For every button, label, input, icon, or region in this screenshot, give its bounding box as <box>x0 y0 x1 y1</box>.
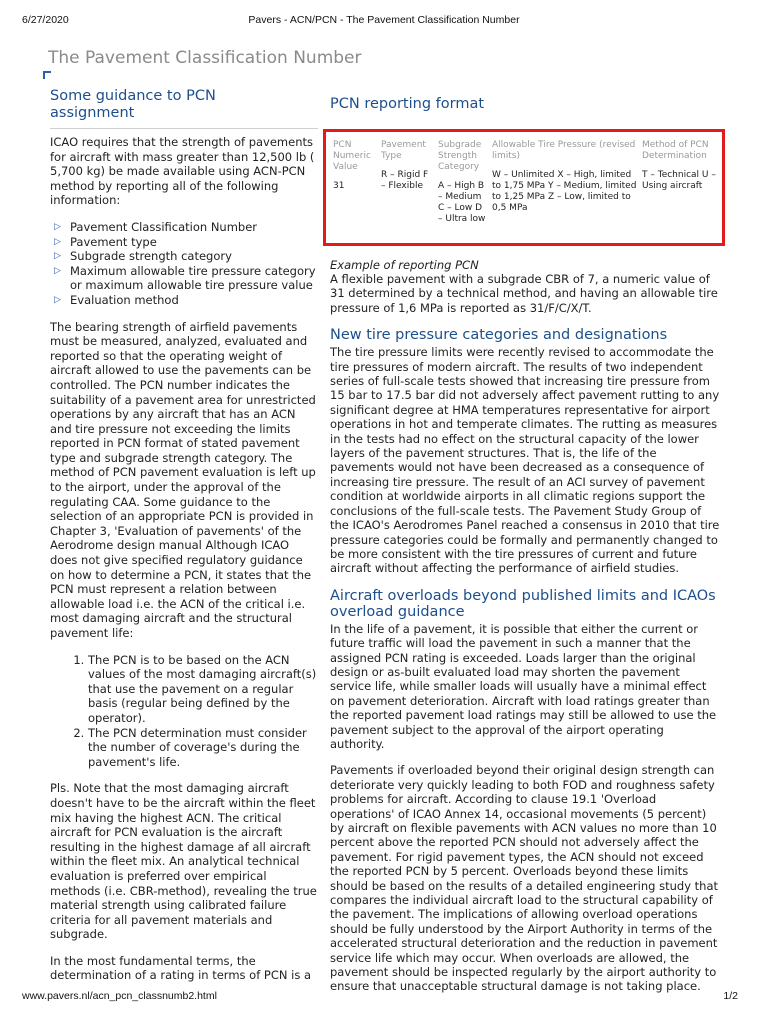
table-header: Subgrade Strength Category <box>438 140 482 172</box>
table-header: PCN Numeric Value <box>333 140 371 172</box>
example-caption: Example of reporting PCN <box>330 258 479 272</box>
fundamental-terms-paragraph: In the most fundamental terms, the determination of a rating in terms of PCN is a <box>50 953 312 983</box>
table-cell: A – High B – Medium C – Low D – Ultra low <box>438 181 486 224</box>
list-item: ▷ Pavement Classification Number <box>70 220 320 235</box>
page-title: The Pavement Classification Number <box>48 48 362 68</box>
table-column <box>381 140 433 192</box>
print-header-title: Pavers - ACN/PCN - The Pavement Classification Number <box>248 14 520 26</box>
table-column <box>492 140 640 214</box>
right-column <box>330 272 720 1006</box>
table-column <box>438 140 488 225</box>
list-item: ▷ Subgrade strength category <box>70 249 320 264</box>
list-item: ▷ Evaluation method <box>70 293 320 308</box>
table-cell: W – Unlimited X – High, limited to 1,75 MPa Y – Medium, limited to 1,25 MPa Z – Low, limited to 0,5 MPa <box>492 170 637 213</box>
table-cell: 31 <box>333 181 345 191</box>
tire-pressure-paragraph: The tire pressure limits were recently revised to accommodate the tire pressures of modern aircraft. The results of two independent series of full-scale tests showed that increasing tire pressure from 15 bar to 17.5 bar did not adversely affect pavement rutting to any significant degree at HMA temperatures representative for airport operations in hot and temperate climates. The rutting as measures in the tests had no effect on the structural capacity of the lower layers of the pavement structures. That is, the life of the pavements would not have been decreased as a consequence of increasing tire pressure. The result of an ACI survey of pavement condition at worldwide airports in all climatic regions support the conclusions of the full-scale tests. The Pavement Study Group of the ICAO's Aerodromes Panel reached a consensus in 2010 that tire pressure categories could be formally and permanently changed to be more consistent with the tire pressures of current and future aircraft without affecting the performance of airfield studies. <box>330 345 720 576</box>
left-column <box>50 135 320 995</box>
table-header: Method of PCN Determination <box>642 140 709 161</box>
list-item: ▷ Maximum allowable tire pressure category or maximum allowable tire pressure value <box>70 264 320 293</box>
left-heading: Some guidance to PCN assignment <box>50 88 216 121</box>
damaging-aircraft-paragraph: Pls. Note that the most damaging aircraft doesn't have to be the aircraft within the fleet mix having the highest ACN. The critical aircraft for PCN evaluation is the aircraft resulting in the highest damage af all aircraft within the fleet mix. An analytical technical evaluation is preferred over empirical methods (i.e. CBR-method), revealing the true material strength using calibrated failure criteria for all pavement materials and subgrade. <box>50 781 317 942</box>
table-column <box>642 140 720 192</box>
table-cell: R – Rigid F – Flexible <box>381 170 429 191</box>
requirement-list <box>50 220 320 308</box>
corner-mark-icon <box>43 71 51 79</box>
bearing-strength-paragraph: The bearing strength of airfield pavements must be measured, analyzed, evaluated and reported so that the operating weight of aircraft allowed to use the pavements can be controlled. The PCN number indicates the suitability of a pavement area for unrestricted operations by any aircraft that has an ACN and tire pressure not exceeding the limits reported in PCN format of stated pavement type and subgrade strength category. The method of PCN pavement evaluation is left up to the airport, under the approval of the regulating CAA. Some guidance to the selection of an appropriate PCN is provided in Chapter 3, 'Evaluation of pavements' of the Aerodrome design manual Although ICAO does not give specified regulatory guidance on how to determine a PCN, it states that the PCN must represent a relation between allowable load i.e. the ACN of the critical i.e. most damaging aircraft and the structural pavement life: <box>50 319 316 640</box>
overload-heading: Aircraft overloads beyond published limits and ICAOs overload guidance <box>330 587 716 620</box>
table-header: Allowable Tire Pressure (revised limits) <box>492 140 636 161</box>
pcn-format-table <box>323 129 725 246</box>
tire-pressure-heading: New tire pressure categories and designations <box>330 327 668 344</box>
table-cell: T – Technical U – Using aircraft <box>642 170 716 191</box>
table-column <box>333 140 375 192</box>
overload-paragraph: In the life of a pavement, it is possible that either the current or future traffic will load the pavement in such a manner that the assigned PCN rating is exceeded. Loads larger than the original design or as-built evaluated load may shorten the pavement service life, while smaller loads will usually have a minimal effect on pavement deterioration. Aircraft with load ratings greater than the reported pavement load ratings may still be allowed to use the pavement subject to the approval of the airport operating authority. <box>330 621 717 751</box>
overload-guidance-paragraph: Pavements if overloaded beyond their original design strength can deteriorate very quickly leading to both FOD and roughness safety problems for aircraft. According to clause 19.1 'Overload operations' of ICAO Annex 14, occasional movements (5 percent) by aircraft on flexible pavements with ACN values no more than 10 percent above the reported PCN should not adversely affect the pavement. For rigid pavement types, the ACN should not exceed the reported PCN by 5 percent. Overloads beyond these limits should be based on the results of a detailed engineering study that compares the individual aircraft load to the structural capability of the pavement. The implications of allowing overload operations should be fully understood by the Airport Authority in terms of the accelerated structural deterioration and the reduction in pavement service life which may occur. When overloads are allowed, the pavement should be inspected regularly by the airport authority to ensure that unacceptable structural damage is not taking place. <box>330 763 719 994</box>
print-date: 6/27/2020 <box>22 14 69 26</box>
left-heading-divider <box>50 128 318 129</box>
table-header: Pavement Type <box>381 140 426 161</box>
numbered-item: 2. The PCN determination must consider the number of coverage's during the pavement's life. <box>88 726 320 770</box>
print-page-number: 1/2 <box>723 990 738 1002</box>
numbered-item: 1. The PCN is to be based on the ACN values of the most damaging aircraft(s) that use the pavement on a regular basis (regular being defined by the operator). <box>88 653 320 726</box>
pcn-format-heading: PCN reporting format <box>330 96 485 112</box>
example-paragraph: A flexible pavement with a subgrade CBR of 7, a numeric value of 31 determined by a technical method, and having an allowable tire pressure of 1,6 MPa is reported as 31/F/C/X/T. <box>330 272 718 315</box>
intro-paragraph: ICAO requires that the strength of pavements for aircraft with mass greater than 12,500 lb ( 5,700 kg) be made available using ACN-PCN method by reporting all of the following information: <box>50 135 315 208</box>
pcn-rules-list <box>50 653 320 770</box>
list-item: ▷ Pavement type <box>70 235 320 250</box>
print-footer-url: www.pavers.nl/acn_pcn_classnumb2.html <box>22 990 217 1002</box>
